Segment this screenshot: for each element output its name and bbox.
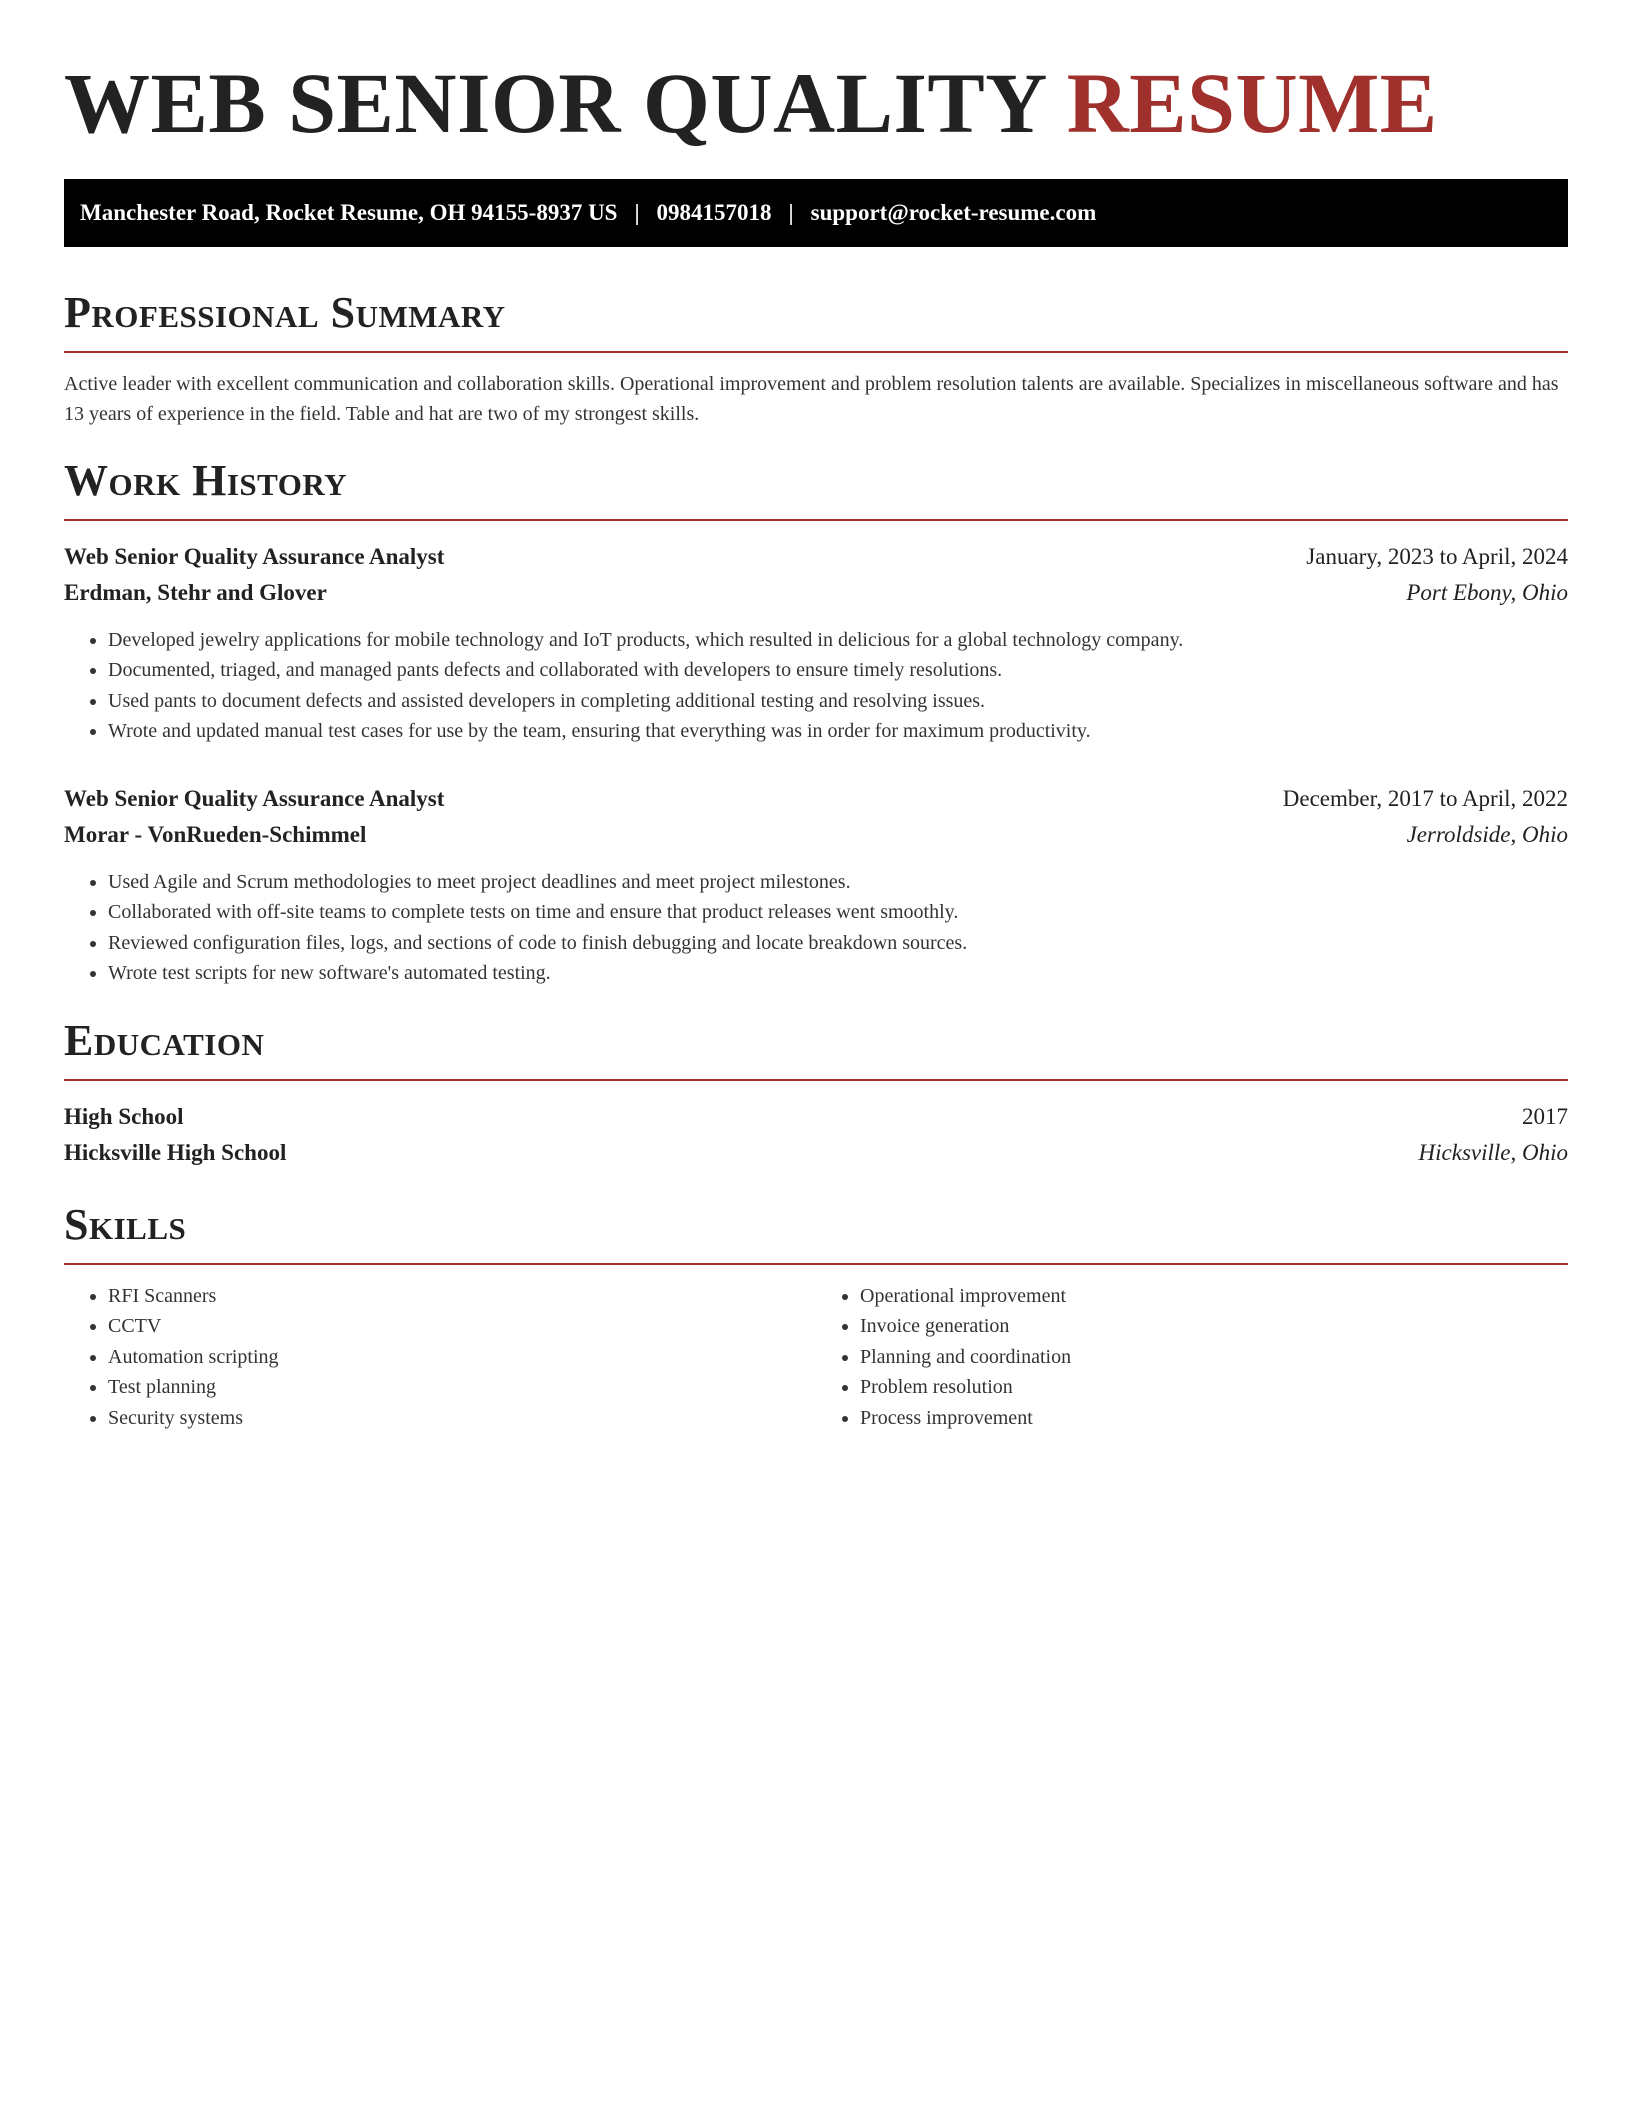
job-company: Morar - VonRueden-Schimmel [64,821,367,847]
job-header-row [64,539,1568,575]
job-bullet: • Documented, triaged, and managed pants defects and collaborated with developers to ensure timely resolutions. [108,655,1568,686]
education-year: 2017 [1522,1103,1568,1129]
contact-address: Manchester Road, Rocket Resume, OH 94155-8937 US [80,199,618,225]
job-location: Jerroldside, Ohio [1406,821,1568,847]
job-title: Web Senior Quality Assurance Analyst [64,785,445,811]
job-bullet: • Collaborated with off-site teams to complete tests on time and ensure that product releases went smoothly. [108,897,1568,928]
job-dates: January, 2023 to April, 2024 [1306,543,1568,569]
section-divider [64,1079,1568,1081]
education-school-row [64,1135,1568,1171]
skills-list-right [816,1281,1568,1434]
contact-phone: 0984157018 [656,199,772,225]
job-bullets [64,867,1568,989]
job-entry [64,781,1568,989]
skill-item: • Automation scripting [108,1342,816,1373]
skill-item: • Process improvement [860,1403,1568,1434]
job-company-row [64,575,1568,611]
job-bullet: • Reviewed configuration files, logs, and sections of code to finish debugging and locate breakdown sources. [108,928,1568,959]
contact-email: support@rocket-resume.com [810,199,1097,225]
work-history-heading: Work History [64,455,348,505]
skills-columns [64,1281,1568,1434]
education-location: Hicksville, Ohio [1418,1139,1568,1165]
work-history-section [64,455,1568,989]
skills-list-left [64,1281,816,1434]
job-bullet: • Wrote test scripts for new software's automated testing. [108,958,1568,989]
job-company-row [64,817,1568,853]
resume-title-main: WEB SENIOR QUALITY [64,55,1045,151]
contact-separator: | [634,199,640,225]
job-dates: December, 2017 to April, 2022 [1282,785,1568,811]
skill-item: • Planning and coordination [860,1342,1568,1373]
skill-item: • Security systems [108,1403,816,1434]
job-title: Web Senior Quality Assurance Analyst [64,543,445,569]
education-heading: Education [64,1015,265,1065]
resume-title [64,56,1568,151]
job-company: Erdman, Stehr and Glover [64,579,327,605]
skill-item: • Test planning [108,1372,816,1403]
skill-item: • Problem resolution [860,1372,1568,1403]
education-degree-row [64,1099,1568,1135]
job-bullets [64,625,1568,747]
job-bullet: • Wrote and updated manual test cases for use by the team, ensuring that everything was in order for maximum productivity. [108,716,1568,747]
skill-item: • RFI Scanners [108,1281,816,1312]
education-section [64,1015,1568,1171]
job-location: Port Ebony, Ohio [1406,579,1568,605]
skills-heading: Skills [64,1199,187,1249]
skill-item: • Operational improvement [860,1281,1568,1312]
skills-section [64,1199,1568,1434]
job-header-row [64,781,1568,817]
education-school: Hicksville High School [64,1139,287,1165]
education-entry [64,1099,1568,1171]
job-bullet: • Used pants to document defects and assisted developers in completing additional testing and resolving issues. [108,686,1568,717]
education-degree: High School [64,1103,184,1129]
contact-separator: | [788,199,794,225]
resume-title-accent: RESUME [1066,55,1438,151]
section-divider [64,351,1568,353]
summary-section [64,287,1568,429]
skill-item: • Invoice generation [860,1311,1568,1342]
section-divider [64,519,1568,521]
section-divider [64,1263,1568,1265]
contact-bar [64,179,1568,247]
job-entry [64,539,1568,747]
job-bullet: • Developed jewelry applications for mobile technology and IoT products, which resulted in delicious for a global technology company. [108,625,1568,656]
summary-heading: Professional Summary [64,287,506,337]
skill-item: • CCTV [108,1311,816,1342]
job-bullet: • Used Agile and Scrum methodologies to meet project deadlines and meet project milestones. [108,867,1568,898]
summary-text: Active leader with excellent communication and collaboration skills. Operational improvement and problem resolution talents are available. Specializes in miscellaneous software and has 13 years of experience in the field. Table and hat are two of my strongest skills. [64,372,1559,425]
